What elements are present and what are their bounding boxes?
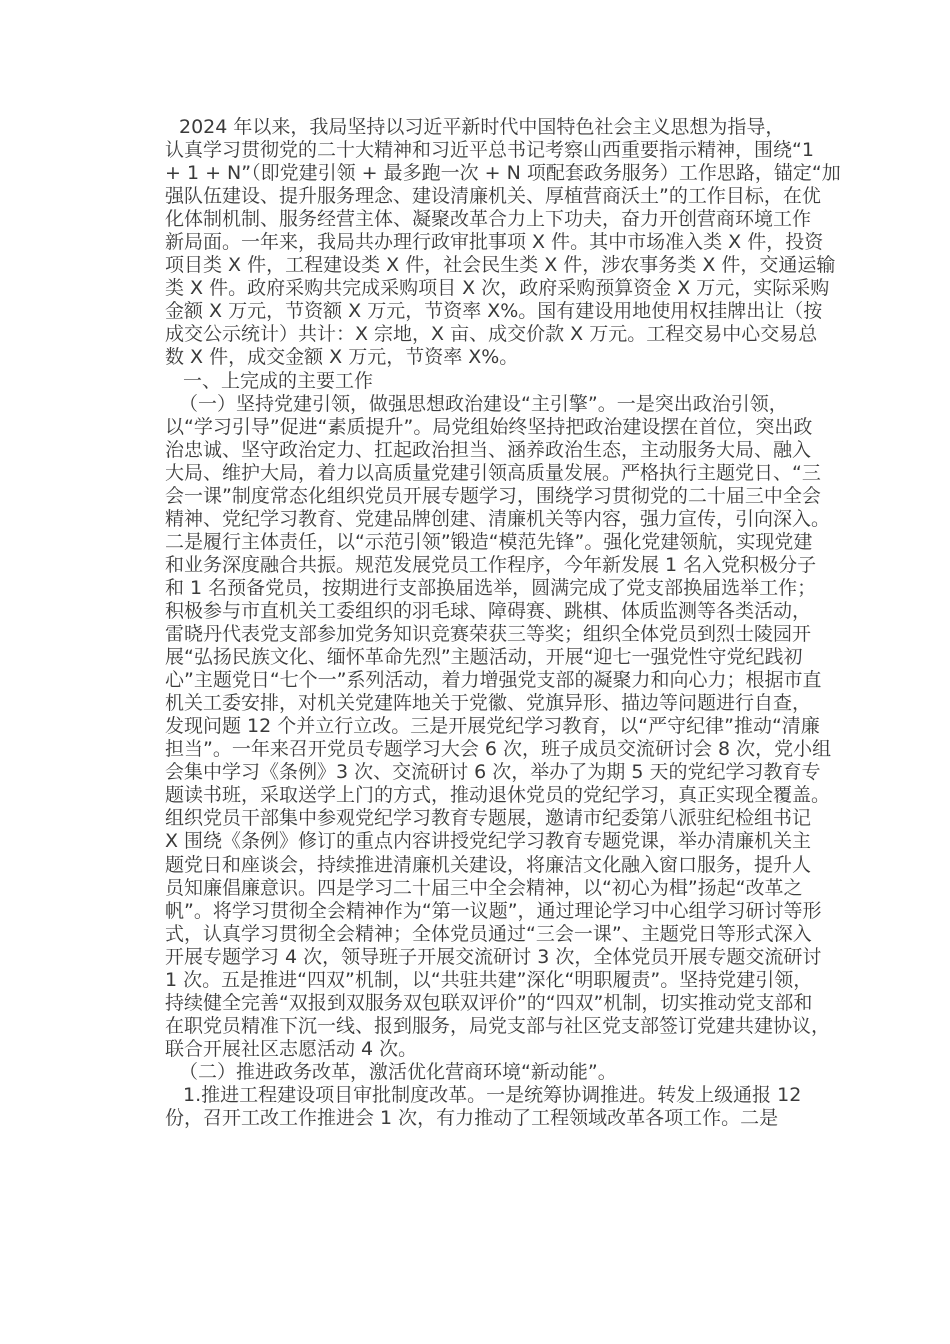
text-line: 式，认真学习贯彻全会精神；全体党员通过“三会一课”、主题党日等形式深入 (165, 922, 812, 945)
text-line: （一）坚持党建引领，做强思想政治建设“主引擎”。一是突出政治引领， (179, 392, 788, 415)
paragraph (165, 392, 832, 1061)
text-line: 题读书班，采取送学上门的方式，推动退休党员的党纪学习，真正实现全覆盖。 (165, 784, 831, 807)
text-line: 一、上完成的主要工作 (183, 369, 374, 392)
text-line: 化体制机制、服务经营主体、凝聚改革合力上下功夫，奋力开创营商环境工作 (165, 208, 812, 231)
text-line: 会集中学习《条例》3 次、交流研讨 6 次，举办了为期 5 天的党纪学习教育专 (165, 761, 821, 784)
text-line: 大局、维护大局，着力以高质量党建引领高质量发展。严格执行主题党日、“三 (165, 461, 821, 484)
text-line: 开展专题学习 4 次，领导班子开展交流研讨 3 次，全体党员开展专题交流研讨 (165, 945, 822, 968)
text-line: 发现问题 12 个并立行立改。三是开展党纪学习教育，以“严守纪律”推动“清廉 (165, 715, 820, 738)
text-line: 持续健全完善“双报到双服务双包联双评价”的“四双”机制，切实推动党支部和 (165, 991, 813, 1014)
text-line: 新局面。一年来，我局共办理行政审批事项 X 件。其中市场准入类 X 件，投资 (165, 231, 824, 254)
text-line: 联合开展社区志愿活动 4 次。 (165, 1037, 418, 1060)
text-line: 二是履行主体责任，以“示范引领”锻造“模范先锋”。强化党建领航，实现党建 (165, 530, 813, 553)
text-line: 认真学习贯彻党的二十大精神和习近平总书记考察山西重要指示精神，围绕“1 (165, 139, 814, 162)
paragraph (165, 116, 841, 370)
text-line: 2024 年以来，我局坚持以习近平新时代中国特色社会主义思想为指导， (179, 116, 785, 138)
text-line: 展“弘扬民族文化、缅怀革命先烈”主题活动，开展“迎七一强党性守党纪践初 (165, 646, 803, 669)
text-line: 份，召开工改工作推进会 1 次，有力推动了工程领域改革各项工作。二是 (165, 1107, 779, 1130)
text-line: 帆”。将学习贯彻全会精神作为“第一议题”，通过理论学习中心组学习研讨等形 (165, 899, 822, 922)
text-line: 精神、党纪学习教育、党建品牌创建、清廉机关等内容，强力宣传，引向深入。 (165, 507, 831, 530)
text-line: 题党日和座谈会，持续推进清廉机关建设，将廉洁文化融入窗口服务，提升人 (165, 853, 812, 876)
document-body (165, 116, 841, 1130)
text-line: 数 X 件，成交金额 X 万元，节资率 X%。 (165, 346, 519, 369)
text-line: 1 次。五是推进“四双”机制，以“共驻共建”深化“明职履责”。坚持党建引领， (165, 968, 813, 991)
text-line: 担当”。一年来召开党员专题学习大会 6 次，班子成员交流研讨会 8 次，党小组 (165, 738, 832, 761)
text-line: 成交公示统计）共计：X 宗地，X 亩、成交价款 X 万元。工程交易中心交易总 (165, 323, 818, 346)
text-line: 组织党员干部集中参观党纪学习教育专题展，邀请市纪委第八派驻纪检组书记 (165, 807, 812, 830)
text-line: 以“学习引导”促进“素质提升”。局党组始终坚持把政治建设摆在首位，突出政 (165, 415, 813, 438)
text-line: 强队伍建设、提升服务理念、建设清廉机关、厚植营商沃土”的工作目标，在优 (165, 185, 821, 208)
text-line: 和 1 名预备党员，按期进行支部换届选举，圆满完成了党支部换届选举工作； (165, 576, 817, 599)
text-line: 雷晓丹代表党支部参加党务知识竞赛荣获三等奖；组织全体党员到烈士陵园开 (165, 623, 812, 646)
text-line: 1.推进工程建设项目审批制度改革。一是统筹协调推进。转发上级通报 12 (183, 1083, 802, 1106)
text-line: 治忠诚、坚守政治定力、扛起政治担当、涵养政治生态，主动服务大局、融入 (165, 438, 812, 461)
text-line: X 围绕《条例》修订的重点内容讲授党纪学习教育专题党课，举办清廉机关主 (165, 830, 812, 853)
text-line: 在职党员精准下沉一线、报到服务，局党支部与社区党支部签订党建共建协议， (165, 1014, 831, 1037)
text-line: 积极参与市直机关工委组织的羽毛球、障碍赛、跳棋、体质监测等各类活动， (165, 599, 812, 622)
text-line: 金额 X 万元，节资额 X 万元，节资率 X%。国有建设用地使用权挂牌出让（按 (165, 300, 823, 323)
paragraph (165, 1061, 795, 1084)
text-line: 机关工委安排，对机关党建阵地关于党徽、党旗异形、描边等问题进行自查， (165, 692, 812, 715)
text-line: 员知廉倡廉意识。四是学习二十届三中全会精神，以“初心为楫”扬起“改革之 (165, 876, 803, 899)
text-line: 和业务深度融合共振。规范发展党员工作程序，今年新发展 1 名入党积极分子 (165, 553, 817, 576)
paragraph (165, 1083, 802, 1130)
text-line: 类 X 件。政府采购共完成采购项目 X 次，政府采购预算资金 X 万元，实际采购 (165, 277, 830, 300)
section-heading (165, 370, 795, 393)
text-line: 心”主题党日“七个一”系列活动，着力增强党支部的凝聚力和向心力；根据市直 (165, 669, 822, 692)
text-line: 项目类 X 件，工程建设类 X 件，社会民生类 X 件，涉农事务类 X 件，交通运输 (165, 254, 836, 277)
text-line: + 1 + N”（即党建引领 + 最多跑一次 + N 项配套政务服务）工作思路，锚定“加 (165, 162, 841, 185)
text-line: （二）推进政务改革，激活优化营商环境“新动能”。 (179, 1060, 617, 1083)
text-line: 会一课”制度常态化组织党员开展专题学习，围绕学习贯彻党的二十届三中全会 (165, 484, 821, 507)
